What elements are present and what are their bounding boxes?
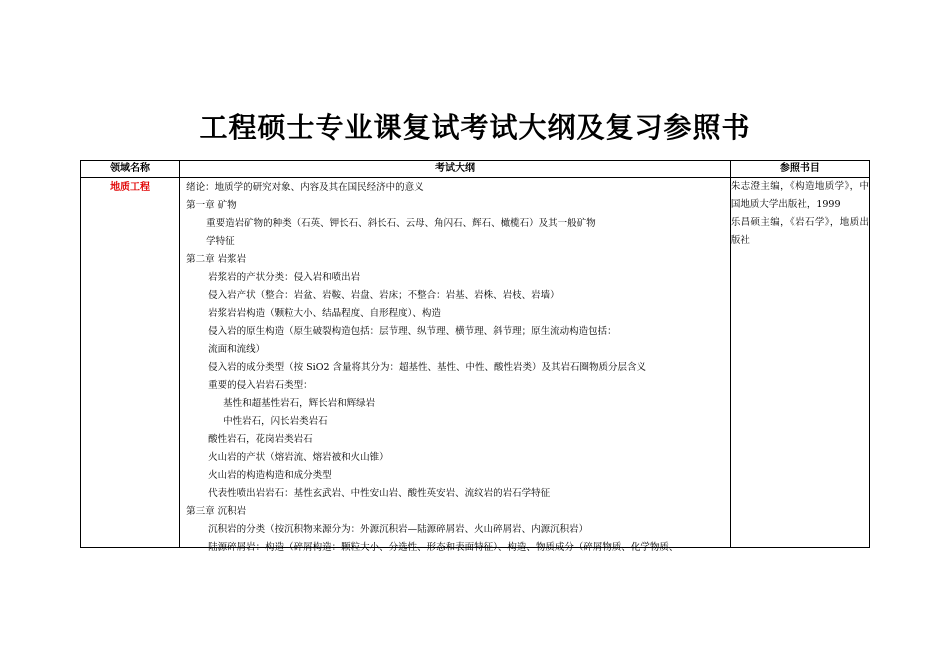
header-field-name: 领域名称 xyxy=(81,161,180,178)
outline-line: 中性岩石，闪长岩类岩石 xyxy=(223,416,328,427)
outline-line: 岩浆岩的产状分类：侵入岩和喷出岩 xyxy=(208,272,361,283)
outline-line: 第三章 沉积岩 xyxy=(186,506,247,517)
table-header-row xyxy=(81,161,870,178)
outline-line: 岩浆岩岩构造（颗粒大小、结晶程度、自形程度）、构造 xyxy=(208,308,441,319)
outline-lines xyxy=(180,178,730,553)
outline-line: 陆源碎屑岩：构造（碎屑构造：颗粒大小、分选性、形态和表面特征）、构造、物质成分（碎屑物质、化学物质、 xyxy=(208,542,679,553)
outline-line: 酸性岩石，花岗岩类岩石 xyxy=(208,434,313,445)
syllabus-table xyxy=(80,160,870,553)
outline-line: 重要造岩矿物的种类（石英、钾长石、斜长石、云母、角闪石、辉石、橄榄石）及其一般矿物 xyxy=(206,218,596,229)
outline-line: 绪论：地质学的研究对象、内容及其在国民经济中的意义 xyxy=(186,182,424,193)
header-exam-outline: 考试大纲 xyxy=(180,161,731,178)
outline-line: 学特征 xyxy=(206,236,235,247)
outline-line: 基性和超基性岩石，辉长岩和辉绿岩 xyxy=(223,398,376,409)
outline-line: 代表性喷出岩岩石：基性玄武岩、中性安山岩、酸性英安岩、流纹岩的岩石学特征 xyxy=(208,488,551,499)
outline-line: 沉积岩的分类（按沉积物来源分为：外源沉积岩—陆源碎屑岩、火山碎屑岩、内源沉积岩） xyxy=(208,524,589,535)
outline-line: 重要的侵入岩岩石类型： xyxy=(208,380,313,391)
reference-book-2: 乐昌硕主编，《岩石学》，地质出版社 xyxy=(730,217,869,246)
header-reference-books: 参照书目 xyxy=(730,161,869,178)
outline-line: 流面和流线） xyxy=(208,344,266,355)
field-name-cell: 地质工程 xyxy=(81,178,180,548)
outline-line: 侵入岩的成分类型（按 SiO2 含量将其分为：超基性、基性、中性、酸性岩类）及其岩石圈物质分层含义 xyxy=(208,362,647,373)
table-row xyxy=(81,178,870,548)
reference-books-cell xyxy=(730,178,869,548)
outline-line: 侵入岩产状（整合：岩盆、岩鞍、岩盘、岩床；不整合：岩基、岩株、岩枝、岩墙） xyxy=(208,290,560,301)
page-title: 工程硕士专业课复试考试大纲及复习参照书 xyxy=(199,111,751,144)
outline-line: 火山岩的产状（熔岩流、熔岩被和火山锥） xyxy=(208,452,389,463)
exam-outline-cell xyxy=(180,178,731,553)
outline-line: 第一章 矿物 xyxy=(186,200,237,211)
outline-line: 第二章 岩浆岩 xyxy=(186,254,247,265)
reference-book-1: 朱志澄主编，《构造地质学》，中国地质大学出版社，1999 xyxy=(730,181,869,210)
outline-line: 火山岩的构造构造和成分类型 xyxy=(208,470,332,481)
outline-line: 侵入岩的原生构造（原生破裂构造包括：层节理、纵节理、横节理、斜节理；原生流动构造包括： xyxy=(208,326,617,337)
